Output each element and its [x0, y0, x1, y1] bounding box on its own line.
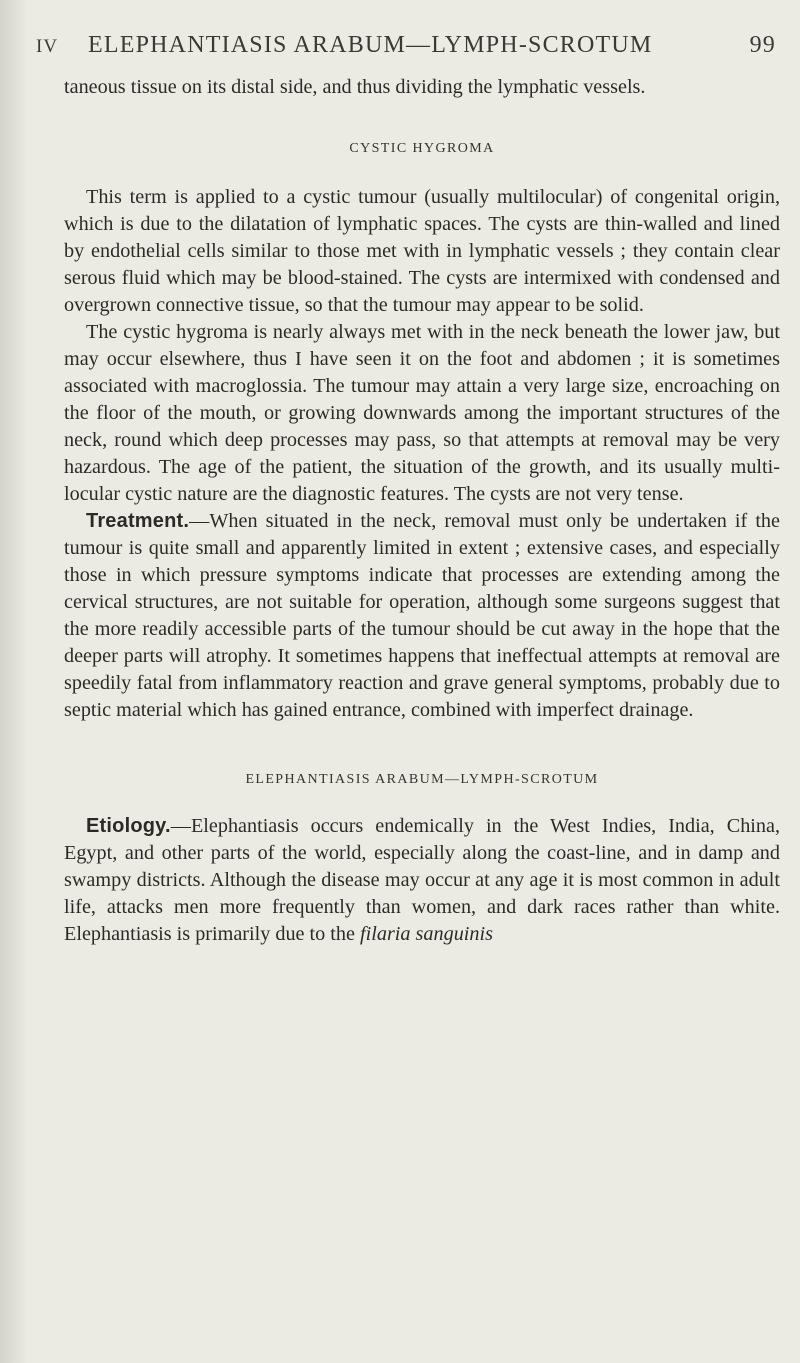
etiology-run-in-heading: Etiology. [86, 815, 171, 837]
section-heading-cystic-hygroma: CYSTIC HYGROMA [349, 141, 495, 156]
page-gutter-shadow [0, 0, 28, 1363]
page-number: 99 [749, 32, 776, 58]
section-number: IV [36, 36, 59, 57]
etiology-italic-term: filaria sanguinis [360, 923, 493, 945]
running-head-title: ELEPHANTIASIS ARABUM—LYMPH-SCROTUM [88, 32, 653, 58]
running-head [36, 28, 776, 68]
continuation-paragraph: taneous tissue on its distal side, and thus dividing the lymphatic vessels. [64, 76, 646, 98]
hygroma-paragraph-definition: This term is applied to a cystic tumour (usually multilocular) of congenital origin, which is due to the dilatation of lymphatic spaces. The cysts are thin-walled and lined by endothelial cells similar to those met with in lymphatic vessels ; they contain clear serous fluid which may be blood-stained. The cysts are intermixed with condensed and overgrown connective tissue, so that the tumour may appear to be solid. [64, 186, 780, 316]
body-text [64, 74, 780, 948]
treatment-text: —When situated in the neck, removal must only be undertaken if the tumour is quite small and apparently limited in extent ; extensive cases, and especially those in which pressure symptoms indicate that processes are extending among the cervical structures, are not suitable for operation, although some surgeons suggest that the more readily accessible parts of the tumour should be cut away in the hope that the deeper parts will atrophy. It sometimes happens that ineffectual attempts at removal are speedily fatal from inflammatory reaction and grave general symptoms, probably due to septic material which has gained entrance, combined with imperfect drainage. [64, 510, 780, 721]
hygroma-paragraph-occurrence: The cystic hygroma is nearly always met with in the neck beneath the lower jaw, but may occur elsewhere, thus I have seen it on the foot and abdomen ; it is sometimes associated with macroglossia. The tumour may attain a very large size, encroaching on the floor of the mouth, or growing downwards among the important structures of the neck, round which deep processes may pass, so that attempts at removal may be very hazardous. The age of the patient, the situation of the growth, and its usually multilocular cystic nature are the diagnostic features. The cysts are not very tense. [64, 321, 780, 505]
hygroma-paragraph-treatment [64, 508, 780, 724]
etiology-text: —Elephantiasis occurs endemically in the West Indies, India, China, Egypt, and other parts of the world, especially along the coast-line, and in damp and swampy districts. Although the disease may occur at any age it is most common in adult life, attacks men more frequently than women, and dark races rather than white. Elephantiasis is primarily due to the [64, 815, 780, 945]
elephantiasis-paragraph-etiology [64, 813, 780, 948]
section-heading-elephantiasis: ELEPHANTIASIS ARABUM—LYMPH-SCROTUM [245, 772, 599, 787]
treatment-run-in-heading: Treatment. [86, 510, 190, 532]
